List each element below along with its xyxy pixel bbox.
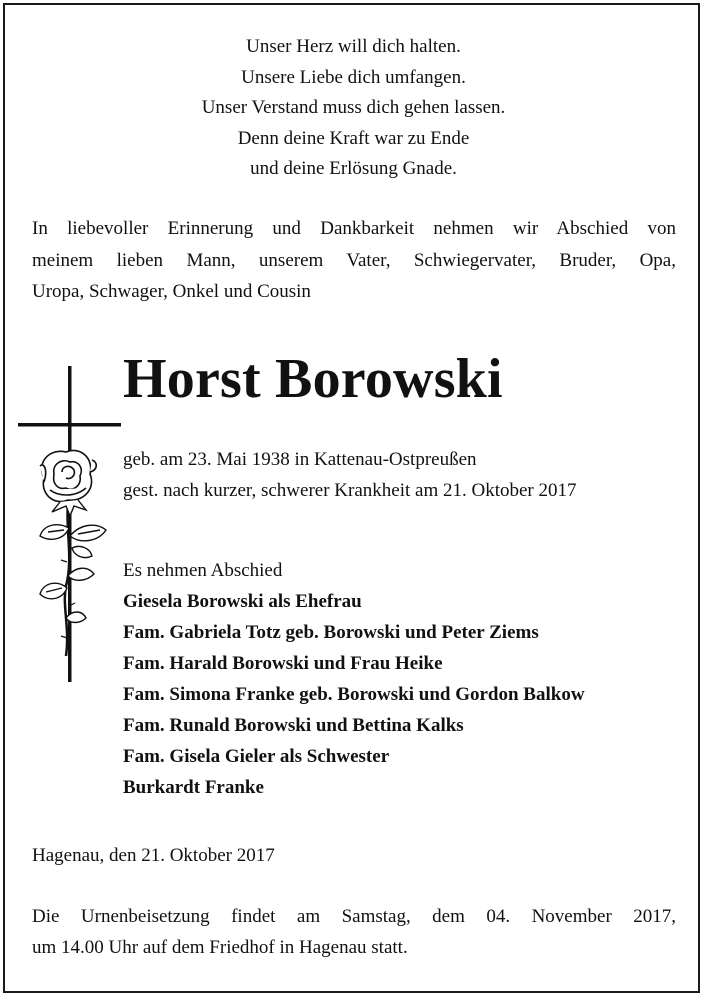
place-and-date: Hagenau, den 21. Oktober 2017 — [32, 845, 275, 866]
mourner-name: Fam. Runald Borowski und Bettina Kalks — [123, 715, 464, 736]
intro-line: Uropa, Schwager, Onkel und Cousin — [32, 281, 311, 302]
mourner-name: Fam. Simona Franke geb. Borowski und Gordon Balkow — [123, 684, 585, 705]
burial-notice — [32, 901, 676, 963]
intro-paragraph — [32, 213, 676, 308]
intro-line: In liebevoller Erinnerung und Dankbarkeit nehmen wir Abschied von — [32, 218, 676, 239]
deceased-name: Horst Borowski — [123, 348, 503, 410]
poem-line: Denn deine Kraft war zu Ende — [237, 127, 470, 149]
life-dates — [123, 444, 577, 506]
mourner-name: Burkardt Franke — [123, 777, 264, 798]
poem-line: Unser Verstand muss dich gehen lassen. — [201, 97, 506, 118]
mourners-list — [123, 555, 585, 803]
mourner-name: Fam. Gisela Gieler als Schwester — [123, 746, 390, 767]
mourner-name: Fam. Gabriela Totz geb. Borowski und Peter Ziems — [123, 622, 539, 643]
poem-line: und deine Erlösung Gnade. — [250, 158, 457, 179]
poem-line: Unsere Liebe dich umfangen. — [241, 66, 466, 88]
mourners-heading: Es nehmen Abschied — [123, 560, 283, 581]
mourner-name: Giesela Borowski als Ehefrau — [123, 591, 362, 612]
death-line: gest. nach kurzer, schwerer Krankheit am 21. Oktober 2017 — [123, 480, 577, 501]
birth-line: geb. am 23. Mai 1938 in Kattenau-Ostpreußen — [123, 449, 477, 470]
poem-line: Unser Herz will dich halten. — [246, 36, 461, 57]
burial-line: Die Urnenbeisetzung findet am Samstag, dem 04. November 2017, — [32, 906, 676, 927]
poem — [0, 32, 707, 185]
intro-line: meinem lieben Mann, unserem Vater, Schwiegervater, Bruder, Opa, — [32, 249, 676, 271]
mourner-name: Fam. Harald Borowski und Frau Heike — [123, 653, 443, 674]
burial-line: um 14.00 Uhr auf dem Friedhof in Hagenau statt. — [32, 937, 408, 958]
cross-with-rose-icon — [14, 366, 124, 682]
